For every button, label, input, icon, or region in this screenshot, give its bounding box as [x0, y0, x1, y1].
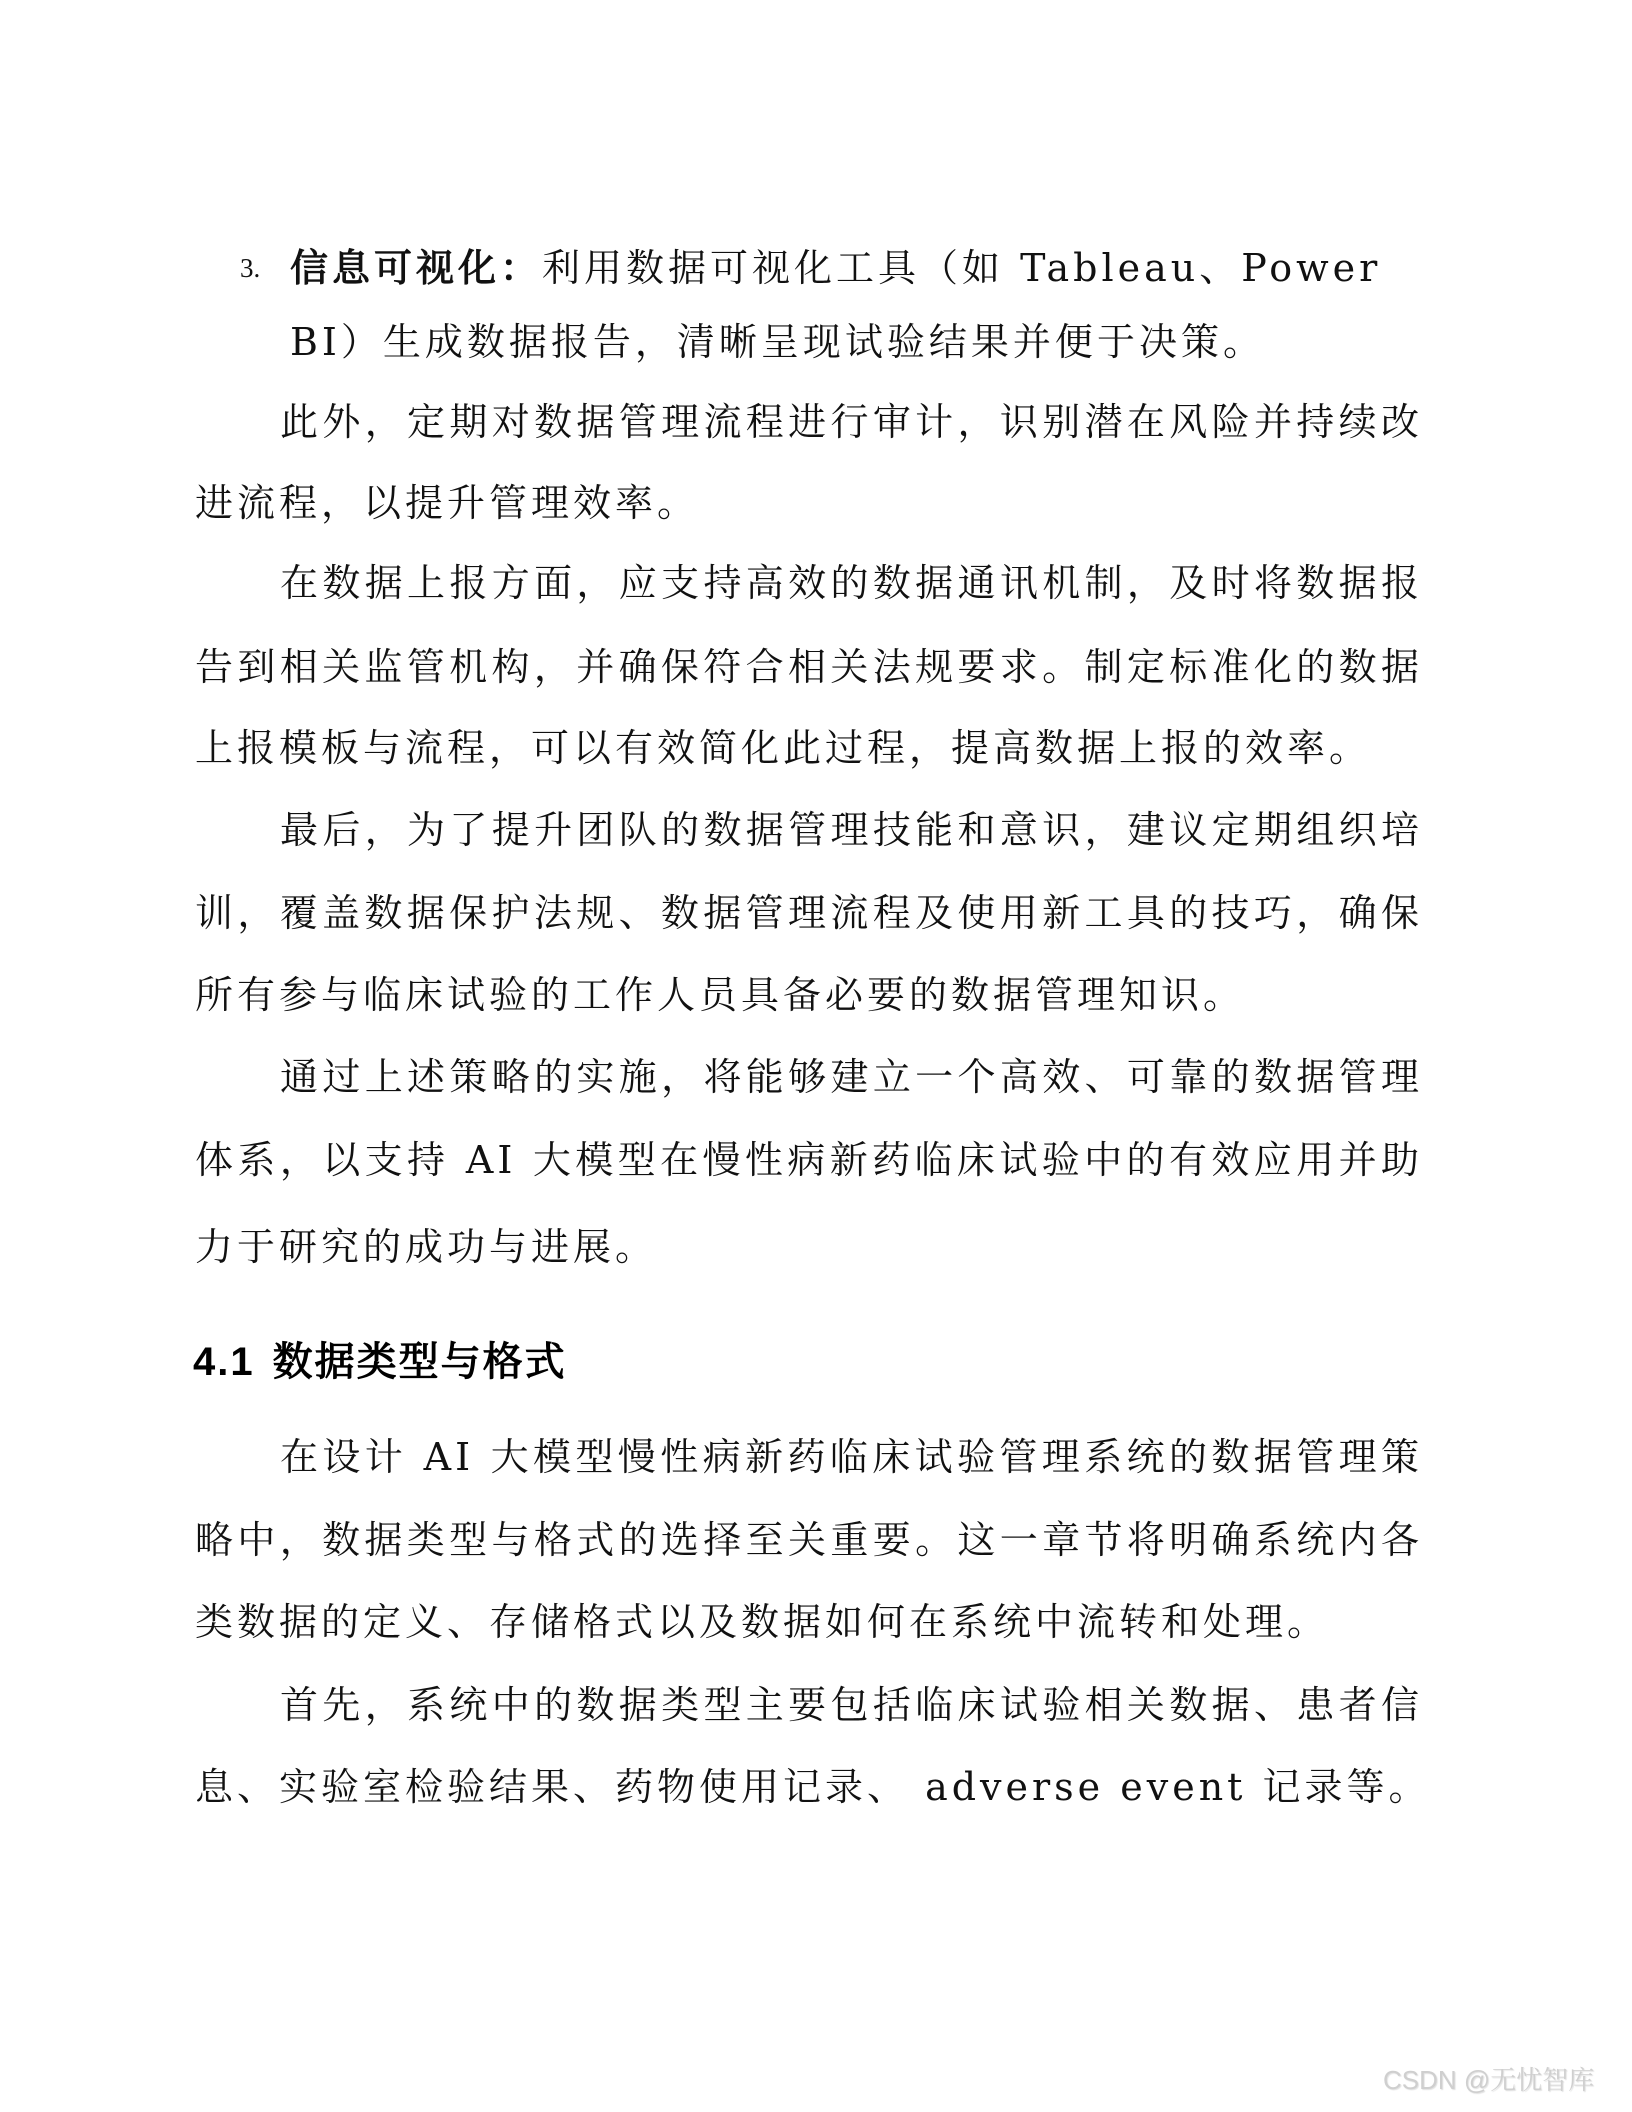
paragraph-line: 训，覆盖数据保护法规、数据管理流程及使用新工具的技巧，确保: [195, 891, 1423, 935]
list-item-text: 利用数据可视化工具（如 Tableau、Power: [542, 246, 1382, 290]
paragraph-line: 类数据的定义、存储格式以及数据如何在系统中流转和处理。: [195, 1600, 1330, 1644]
paragraph-line: 息、实验室检验结果、药物使用记录、 adverse event 记录等。: [195, 1765, 1431, 1809]
paragraph-line: 首先，系统中的数据类型主要包括临床试验相关数据、患者信: [280, 1683, 1423, 1727]
watermark: CSDN @无忧智库: [1383, 2065, 1595, 2095]
section-heading: [193, 1336, 567, 1388]
paragraph-line: 告到相关监管机构，并确保符合相关法规要求。制定标准化的数据: [195, 645, 1423, 689]
section-number: 4.1: [193, 1340, 255, 1384]
list-item-line-2: BI）生成数据报告，清晰呈现试验结果并便于决策。: [290, 320, 1265, 364]
paragraph-line: 上报模板与流程，可以有效简化此过程，提高数据上报的效率。: [195, 726, 1372, 770]
paragraph-line: 通过上述策略的实施，将能够建立一个高效、可靠的数据管理: [280, 1055, 1423, 1099]
paragraph-line: 最后，为了提升团队的数据管理技能和意识，建议定期组织培: [280, 808, 1423, 852]
paragraph-line: 略中，数据类型与格式的选择至关重要。这一章节将明确系统内各: [195, 1518, 1423, 1562]
paragraph-line: 此外，定期对数据管理流程进行审计，识别潜在风险并持续改: [280, 400, 1423, 444]
paragraph-line: 体系，以支持 AI 大模型在慢性病新药临床试验中的有效应用并助: [195, 1138, 1423, 1182]
section-title: 数据类型与格式: [272, 1340, 567, 1384]
list-item-line-1: [290, 244, 1381, 292]
paragraph-line: 在数据上报方面，应支持高效的数据通讯机制，及时将数据报: [280, 561, 1423, 605]
paragraph-line: 进流程，以提升管理效率。: [195, 481, 700, 525]
paragraph-line: 所有参与临床试验的工作人员具备必要的数据管理知识。: [195, 973, 1246, 1017]
list-item-title: 信息可视化：: [290, 245, 543, 290]
paragraph-line: 力于研究的成功与进展。: [195, 1225, 658, 1269]
paragraph-line: 在设计 AI 大模型慢性病新药临床试验管理系统的数据管理策: [280, 1435, 1423, 1479]
list-item-marker: 3.: [240, 253, 261, 283]
